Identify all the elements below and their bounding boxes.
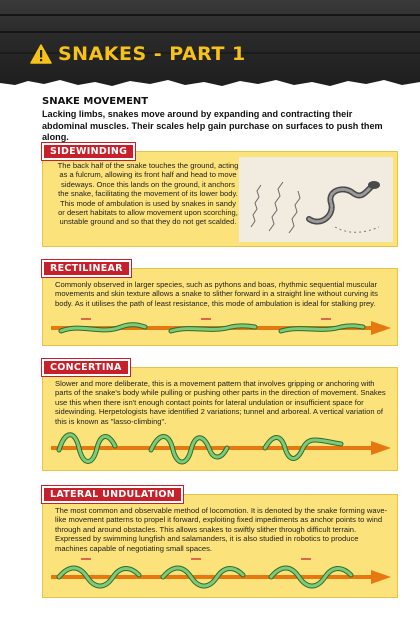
concertina-label: CONCERTINA	[42, 359, 130, 376]
page-header	[0, 0, 420, 88]
lateral-undulation-box	[42, 494, 398, 598]
section-intro: Lacking limbs, snakes move around by expanding and contracting their abdominal muscles. Their scales help gain purchase on surfaces to push them along.	[42, 109, 383, 142]
page-title-text: SNAKES - PART 1	[58, 43, 246, 65]
arrow-head-icon	[371, 321, 391, 335]
torn-edge	[0, 75, 420, 88]
concertina-box	[42, 367, 398, 471]
lateral-undulation-label: LATERAL UNDULATION	[42, 486, 183, 503]
rectilinear-label: RECTILINEAR	[42, 260, 131, 277]
sidewinding-illustration	[239, 157, 393, 242]
lateral-undulation-text: The most common and observable method of locomotion. It is denoted by the snake forming wave-like movement patterns to propel it forward, exploiting fixed impediments as anchor points to wind through and around obstacles. This allows snakes to swiftly slither through difficult terrain. Expressed by swimming lungfish and salamanders, it is also studied in robotics to produce machines capable of negotiating small spaces.	[55, 506, 388, 553]
concertina-text: Slower and more deliberate, this is a movement pattern that involves gripping or anchoring with parts of the snake's body while pulling or pushing other parts in the direction of movement. Snakes use this when there isn't enough contact points for lateral undulation or insufficient space for sidewinding. Herpetologists have identified 2 variations; tunnel and arboreal. A vertical variation of this is known as "lasso-climbing".	[55, 379, 386, 426]
sidewinding-box	[42, 151, 398, 247]
sidewinding-label: SIDEWINDING	[42, 143, 135, 160]
rectilinear-text: Commonly observed in larger species, such as pythons and boas, rhythmic sequential muscular movements and skin texture allows a snake to slither forward in a straight line without curving its body. As it utilises the path of least resistance, this mode of ambulation is ideal for stalking prey.	[55, 280, 378, 308]
rectilinear-box	[42, 268, 398, 346]
section-heading: SNAKE MOVEMENT	[42, 96, 149, 107]
warning-triangle-icon	[30, 44, 52, 64]
concertina-illustration	[51, 426, 393, 468]
page-title	[30, 40, 246, 68]
sidewinding-snake-image	[239, 157, 393, 242]
rectilinear-illustration	[51, 313, 393, 341]
sidewinding-text: The back half of the snake touches the ground, acting as a fulcrum, allowing its front half and head to move sideways. Once this lands on the ground, it anchors the snake, facilitating the movement of its lower body. This mode of ambulation is used by snakes in sandy or desert habitats to allow movement upon scorching, unstable ground and so that they do not get scalded.	[57, 161, 239, 227]
wood-plank-line	[0, 14, 420, 16]
arrow-head-icon	[371, 570, 391, 584]
arrow-head-icon	[371, 441, 391, 455]
lateral-undulation-illustration	[51, 555, 393, 595]
wood-plank-line	[0, 31, 420, 33]
